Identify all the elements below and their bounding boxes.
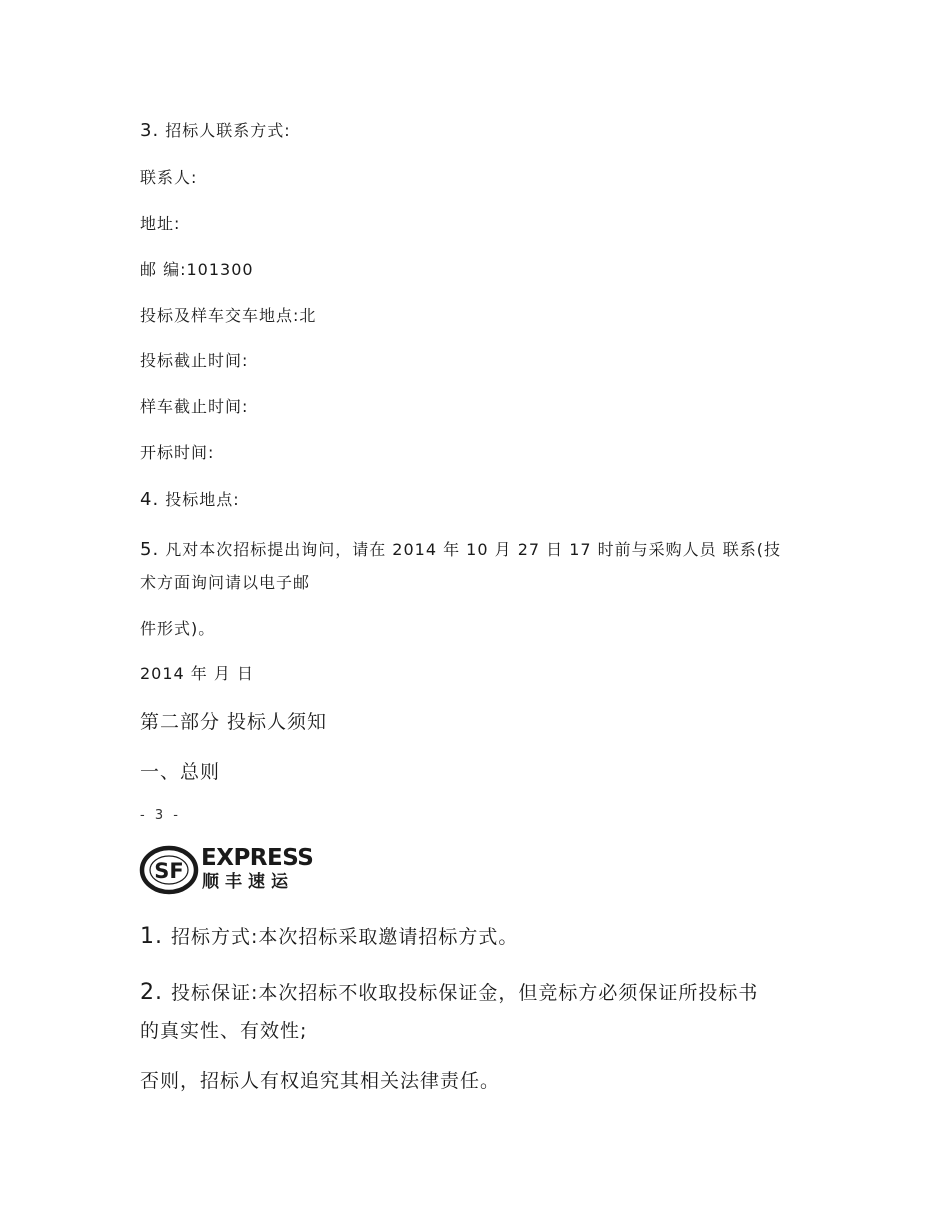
- delivery-location: 投标及样车交车地点:北: [140, 306, 317, 325]
- inquiry-line-2: 术方面询问请以电子邮: [140, 573, 311, 592]
- bid-deadline: 投标截止时间:: [140, 351, 249, 370]
- rule-item-1-number: 1.: [140, 924, 163, 949]
- rule-item-2-number: 2.: [140, 980, 163, 1005]
- inquiry-number: 5.: [140, 539, 160, 560]
- rule-item-2-line-2: 的真实性、有效性;: [140, 1020, 308, 1042]
- part-two-title: 第二部分 投标人须知: [140, 711, 328, 733]
- rule-item-2-text-1: 投标保证:本次招标不收取投标保证金，但竞标方必须保证所投标书: [171, 982, 759, 1004]
- bid-place-number: 4.: [140, 489, 160, 510]
- inquiry-text-1: 凡对本次招标提出询问，请在 2014 年 10 月 27 日 17 时前与采购人员 联系(技: [165, 540, 782, 559]
- bid-place-text: 投标地点:: [165, 490, 240, 509]
- rule-item-2-line-3: 否则，招标人有权追究其相关法律责任。: [140, 1070, 501, 1092]
- contact-postcode: 邮 编:101300: [140, 260, 254, 279]
- rule-item-1: [140, 924, 519, 949]
- inquiry-line-1: [140, 540, 781, 560]
- contact-heading-text: 招标人联系方式:: [165, 121, 291, 140]
- contact-heading: [140, 121, 291, 141]
- sf-express-logo: [139, 843, 314, 897]
- date-line: 2014 年 月 日: [140, 664, 254, 683]
- sf-logo-letters: SF: [154, 859, 184, 883]
- sample-car-deadline: 样车截止时间:: [140, 397, 249, 416]
- bid-place: [140, 490, 240, 510]
- logo-chinese-name: 顺丰速运: [202, 872, 294, 892]
- sf-logo-symbol: [139, 843, 201, 897]
- section-title: 一、总则: [140, 761, 221, 783]
- inquiry-line-3: 件形式)。: [140, 619, 216, 638]
- rule-item-2-line-1: [140, 980, 759, 1005]
- logo-wordmark: EXPRESS: [201, 845, 314, 871]
- contact-person: 联系人:: [140, 168, 198, 187]
- contact-address: 地址:: [140, 214, 181, 233]
- contact-heading-number: 3.: [140, 120, 160, 141]
- page-number: - 3 -: [140, 808, 181, 823]
- rule-item-1-text: 招标方式:本次招标采取邀请招标方式。: [171, 926, 519, 948]
- bid-opening-time: 开标时间:: [140, 443, 215, 462]
